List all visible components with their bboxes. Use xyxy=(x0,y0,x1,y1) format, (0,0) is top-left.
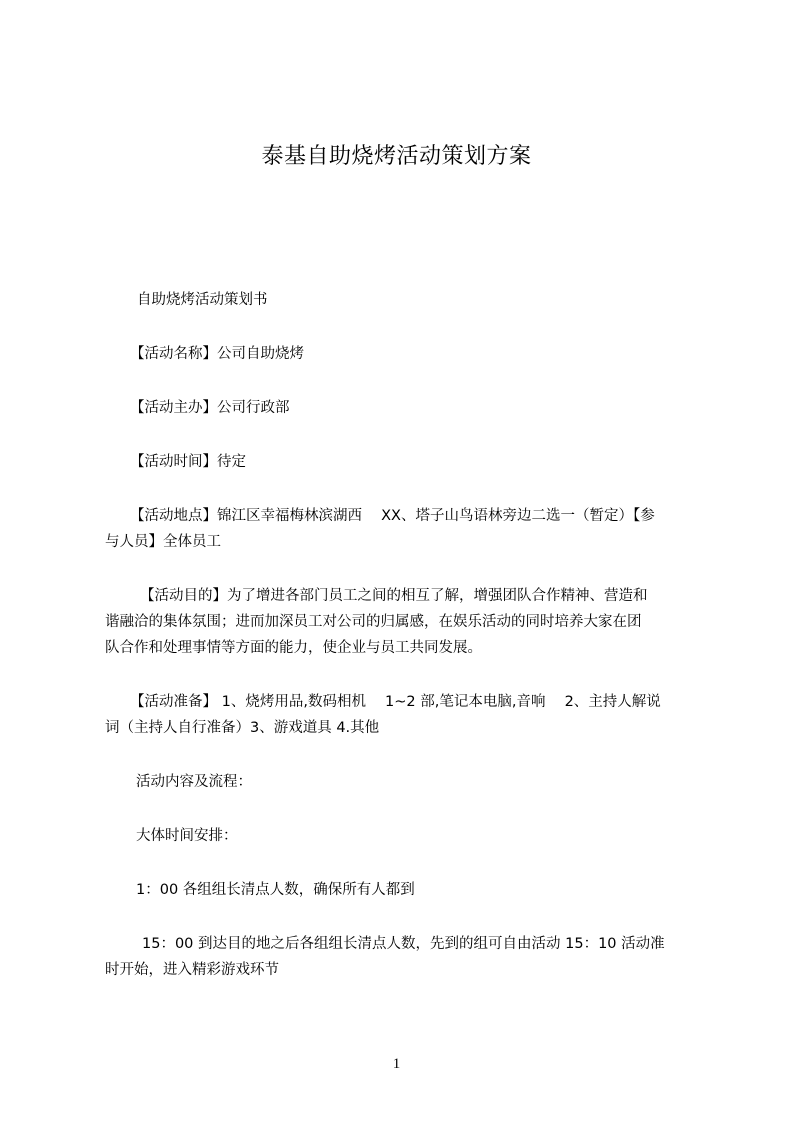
paragraph-schedule-item-1: 1：00 各组组长清点人数，确保所有人都到 xyxy=(136,882,415,898)
paragraph-activity-purpose-line-1: 【活动目的】为了增进各部门员工之间的相互了解，增强团队合作精神、营造和 xyxy=(140,588,648,604)
paragraph-activity-time: 【活动时间】待定 xyxy=(130,454,246,470)
paragraph-activity-preparation-line-1: 【活动准备】 1、烧烤用品,数码相机 1~2 部,笔记本电脑,音响 2、主持人解说 xyxy=(130,694,661,710)
paragraph-activity-location-line-1: 【活动地点】锦江区幸福梅林滨湖西 XX、塔子山鸟语林旁边二选一（暂定）【参 xyxy=(130,508,655,524)
paragraph-activity-name: 【活动名称】公司自助烧烤 xyxy=(130,346,304,362)
paragraph-activity-purpose-line-3: 队合作和处理事情等方面的能力，使企业与员工共同发展。 xyxy=(105,640,482,656)
paragraph-schedule-item-2-line-1: 15：00 到达目的地之后各组组长清点人数，先到的组可自由活动 15：10 活动准 xyxy=(142,936,665,952)
paragraph-schedule-item-2-line-2: 时开始，进入精彩游戏环节 xyxy=(105,962,279,978)
paragraph-subtitle: 自助烧烤活动策划书 xyxy=(137,292,268,308)
paragraph-schedule-heading: 大体时间安排： xyxy=(136,828,238,844)
paragraph-activity-location-line-2: 与人员】全体员工 xyxy=(105,534,221,550)
page-number: 1 xyxy=(392,1056,401,1072)
paragraph-activity-host: 【活动主办】公司行政部 xyxy=(130,400,290,416)
document-title: 泰基自助烧烤活动策划方案 xyxy=(261,144,532,169)
paragraph-content-flow: 活动内容及流程： xyxy=(136,774,252,790)
paragraph-activity-purpose-line-2: 谐融洽的集体氛围；进而加深员工对公司的归属感，在娱乐活动的同时培养大家在团 xyxy=(105,614,642,630)
paragraph-activity-preparation-line-2: 词（主持人自行准备）3、游戏道具 4.其他 xyxy=(105,720,380,736)
